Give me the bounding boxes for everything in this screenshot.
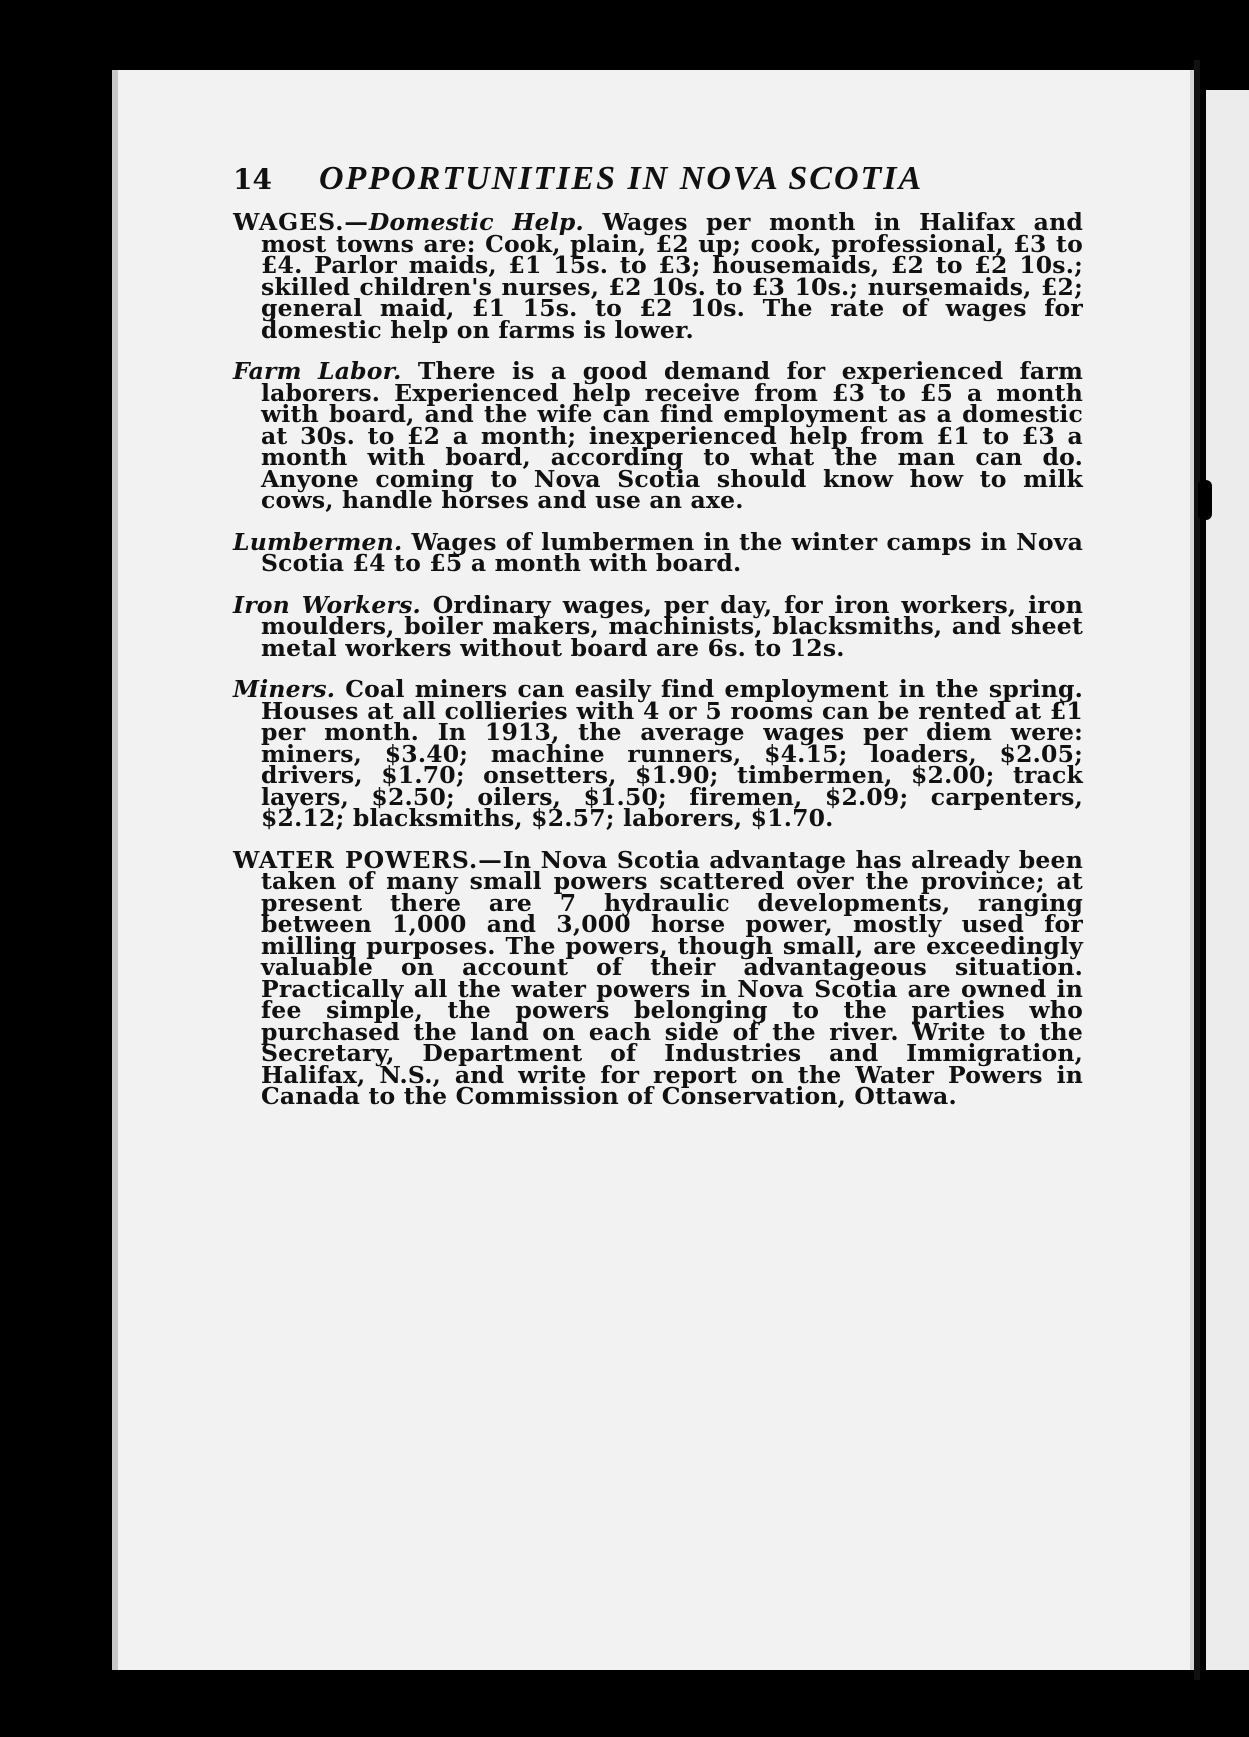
paragraph-text: Coal miners can easily find employment in the spring. Houses at all collieries with 4 or 5 rooms can be rented at £1 per month. In 1913, the average wages per diem were: miners, $3.40; machine runners, $4.15; loaders, $2.05; drivers, $1.70; onsetters, $1.90; timbermen, $2.00; track layers, $2.50; oilers, $1.50; firemen, $2.09; carpenters, $2.12; blacksmiths, $2.57; laborers, $1.70.: [261, 675, 1083, 832]
paragraph: [233, 527, 1083, 577]
paragraph-text: Ordinary wages, per day, for iron workers, iron moulders, boiler makers, machinists, blacksmiths, and sheet metal workers without board are 6s. to 12s.: [261, 590, 1083, 662]
facing-page-edge: [1206, 90, 1249, 1670]
page-number: 14: [233, 163, 272, 196]
page-content: [233, 160, 1083, 1128]
section-iron-workers: [233, 590, 1083, 662]
section-wages: [233, 208, 1083, 344]
paragraph-text: There is a good demand for experienced farm laborers. Experienced help receive from £3 to £5 a month with board, and the wife can find employment as a domestic at 30s. to £2 a month; inexperienced help from £1 to £3 a month with board, according to what the man can do. Anyone coming to Nova Scotia should know how to milk cows, handle horses and use an axe.: [261, 357, 1084, 514]
section-heading: WAGES.—: [233, 208, 369, 236]
paragraph-text: Wages of lumbermen in the winter camps in Nova Scotia £4 to £5 a month with board.: [261, 527, 1083, 577]
paragraph: [233, 845, 1083, 1110]
subheading: Iron Workers.: [233, 590, 421, 619]
section-water-powers: [233, 845, 1083, 1110]
paragraph-text: In Nova Scotia advantage has already been taken of many small powers scattered over the province; at present there are 7 hydraulic developments, ranging between 1,000 and 3,000 horse power, mostly used for milling purposes. The powers, though small, are exceedingly valuable on account of their advantageous situation. Practically all the water powers in Nova Scotia are owned in fee simple, the powers belonging to the parties who purchased the land on each side of the river. Write to the Secretary, Department of Industries and Immigration, Halifax, N.S., and write for report on the Water Powers in Canada to the Commission of Conservation, Ottawa.: [261, 845, 1083, 1110]
binding-mark: [1198, 480, 1212, 520]
subheading: Farm Labor.: [233, 357, 402, 385]
subheading: Domestic Help.: [368, 208, 584, 236]
subheading: Lumbermen.: [233, 527, 403, 556]
paragraph: [233, 590, 1083, 662]
paragraph: [233, 675, 1083, 832]
section-miners: [233, 675, 1083, 832]
page-gutter: [1194, 60, 1200, 1680]
section-lumbermen: [233, 527, 1083, 577]
page-header: [233, 160, 1083, 198]
paragraph: [233, 208, 1083, 344]
subheading: Miners.: [233, 675, 336, 703]
paragraph: [233, 357, 1084, 514]
section-farm-labor: [233, 357, 1084, 514]
running-head: OPPORTUNITIES IN NOVA SCOTIA: [319, 160, 924, 197]
section-heading: WATER POWERS.—: [233, 845, 503, 874]
paragraph-text: Wages per month in Halifax and most towns are: Cook, plain, £2 up; cook, professional, £3 to £4. Parlor maids, £1 15s. to £3; housemaids, £2 to £2 10s.; skilled children's nurses, £2 10s. to £3 10s.; nursemaids, £2; general maid, £1 15s. to £2 10s. The rate of wages for domestic help on farms is lower.: [261, 208, 1083, 344]
